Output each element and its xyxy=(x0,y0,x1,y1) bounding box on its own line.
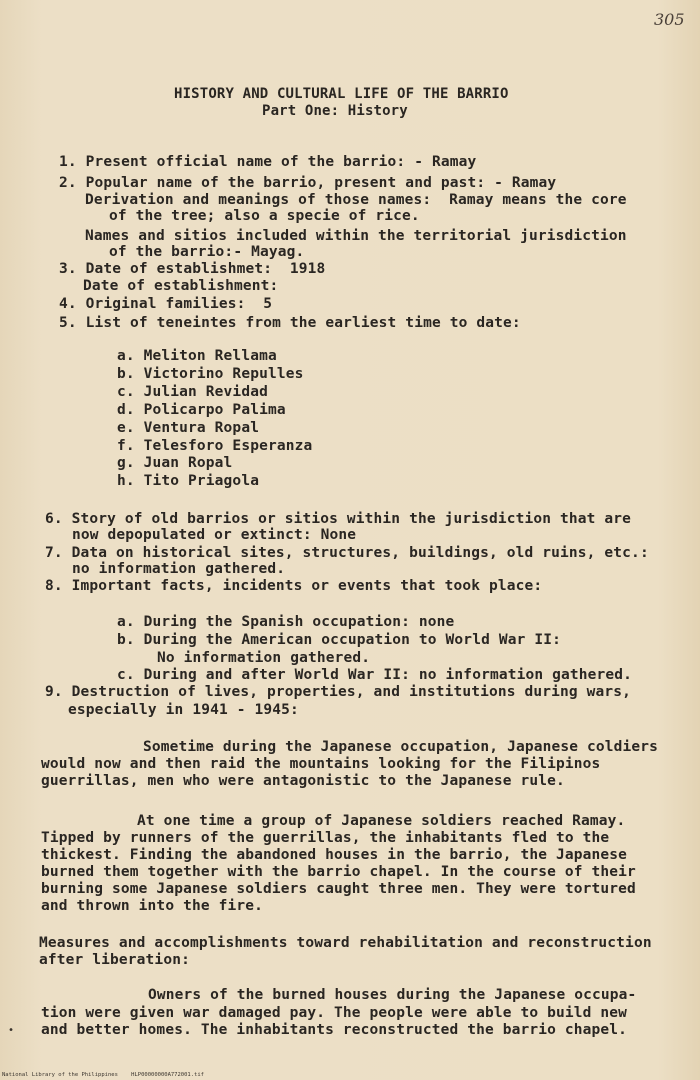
paragraph-line: Tipped by runners of the guerrillas, the inhabitants fled to the xyxy=(41,830,610,846)
list-item: No information gathered. xyxy=(157,650,371,666)
text-line: 6. Story of old barrios or sitios within the jurisdiction that are xyxy=(45,511,632,527)
list-item: c. Julian Revidad xyxy=(117,384,268,400)
list-item: a. Meliton Rellama xyxy=(117,348,277,364)
paragraph-line: and better homes. The inhabitants reconstructed the barrio chapel. xyxy=(41,1022,628,1038)
text-line: 1. Present official name of the barrio: - Ramay xyxy=(59,154,477,170)
paragraph-line: would now and then raid the mountains looking for the Filipinos xyxy=(41,756,601,772)
text-line: Derivation and meanings of those names: Ramay means the core xyxy=(85,192,627,208)
paragraph-line: burned them together with the barrio chapel. In the course of their xyxy=(41,864,636,880)
list-item: c. During and after World War II: no information gathered. xyxy=(117,667,633,683)
text-line: 7. Data on historical sites, structures, buildings, old ruins, etc.: xyxy=(45,545,649,561)
ink-dot: • xyxy=(8,1025,15,1036)
text-line: 3. Date of establishmet: 1918 xyxy=(59,261,326,277)
list-item: e. Ventura Ropal xyxy=(117,420,260,436)
paragraph-line: guerrillas, men who were antagonistic to the Japanese rule. xyxy=(41,773,565,789)
text-line: no information gathered. xyxy=(72,561,286,577)
text-line: 4. Original families: 5 xyxy=(59,296,273,312)
text-line: of the tree; also a specie of rice. xyxy=(109,208,420,224)
list-item: b. Victorino Repulles xyxy=(117,366,304,382)
paragraph-line: and thrown into the fire. xyxy=(41,898,263,914)
list-item: g. Juan Ropal xyxy=(117,455,233,471)
section-heading: Measures and accomplishments toward rehabilitation and reconstruction xyxy=(39,935,652,951)
list-item: d. Policarpo Palima xyxy=(117,402,286,418)
text-line: now depopulated or extinct: None xyxy=(72,527,357,543)
document-title: HISTORY AND CULTURAL LIFE OF THE BARRIO xyxy=(174,86,509,102)
text-line: Names and sitios included within the territorial jurisdiction xyxy=(85,228,627,244)
section-heading: after liberation: xyxy=(39,952,190,968)
text-line: Date of establishment: xyxy=(83,278,279,294)
paragraph-line: Sometime during the Japanese occupation, Japanese coldiers xyxy=(143,739,659,755)
list-item: b. During the American occupation to World War II: xyxy=(117,632,561,648)
page-number: 305 xyxy=(654,10,685,29)
text-line: 2. Popular name of the barrio, present and past: - Ramay xyxy=(59,175,557,191)
list-item: h. Tito Priagola xyxy=(117,473,260,489)
paragraph-line: tion were given war damaged pay. The people were able to build new xyxy=(41,1005,628,1021)
text-line: 5. List of teneintes from the earliest time to date: xyxy=(59,315,521,331)
text-line: of the barrio:- Mayag. xyxy=(109,244,305,260)
paragraph-line: Owners of the burned houses during the Japanese occupa- xyxy=(148,987,637,1003)
paragraph-line: thickest. Finding the abandoned houses in the barrio, the Japanese xyxy=(41,847,628,863)
text-line: 9. Destruction of lives, properties, and institutions during wars, xyxy=(45,684,632,700)
scan-footer: National Library of the Philippines HLP00000000A772001.tif xyxy=(2,1072,204,1078)
text-line: especially in 1941 - 1945: xyxy=(68,702,299,718)
list-item: f. Telesforo Esperanza xyxy=(117,438,313,454)
text-line: 8. Important facts, incidents or events that took place: xyxy=(45,578,543,594)
document-subtitle: Part One: History xyxy=(262,103,408,119)
paragraph-line: burning some Japanese soldiers caught three men. They were tortured xyxy=(41,881,636,897)
list-item: a. During the Spanish occupation: none xyxy=(117,614,455,630)
paragraph-line: At one time a group of Japanese soldiers reached Ramay. xyxy=(137,813,626,829)
